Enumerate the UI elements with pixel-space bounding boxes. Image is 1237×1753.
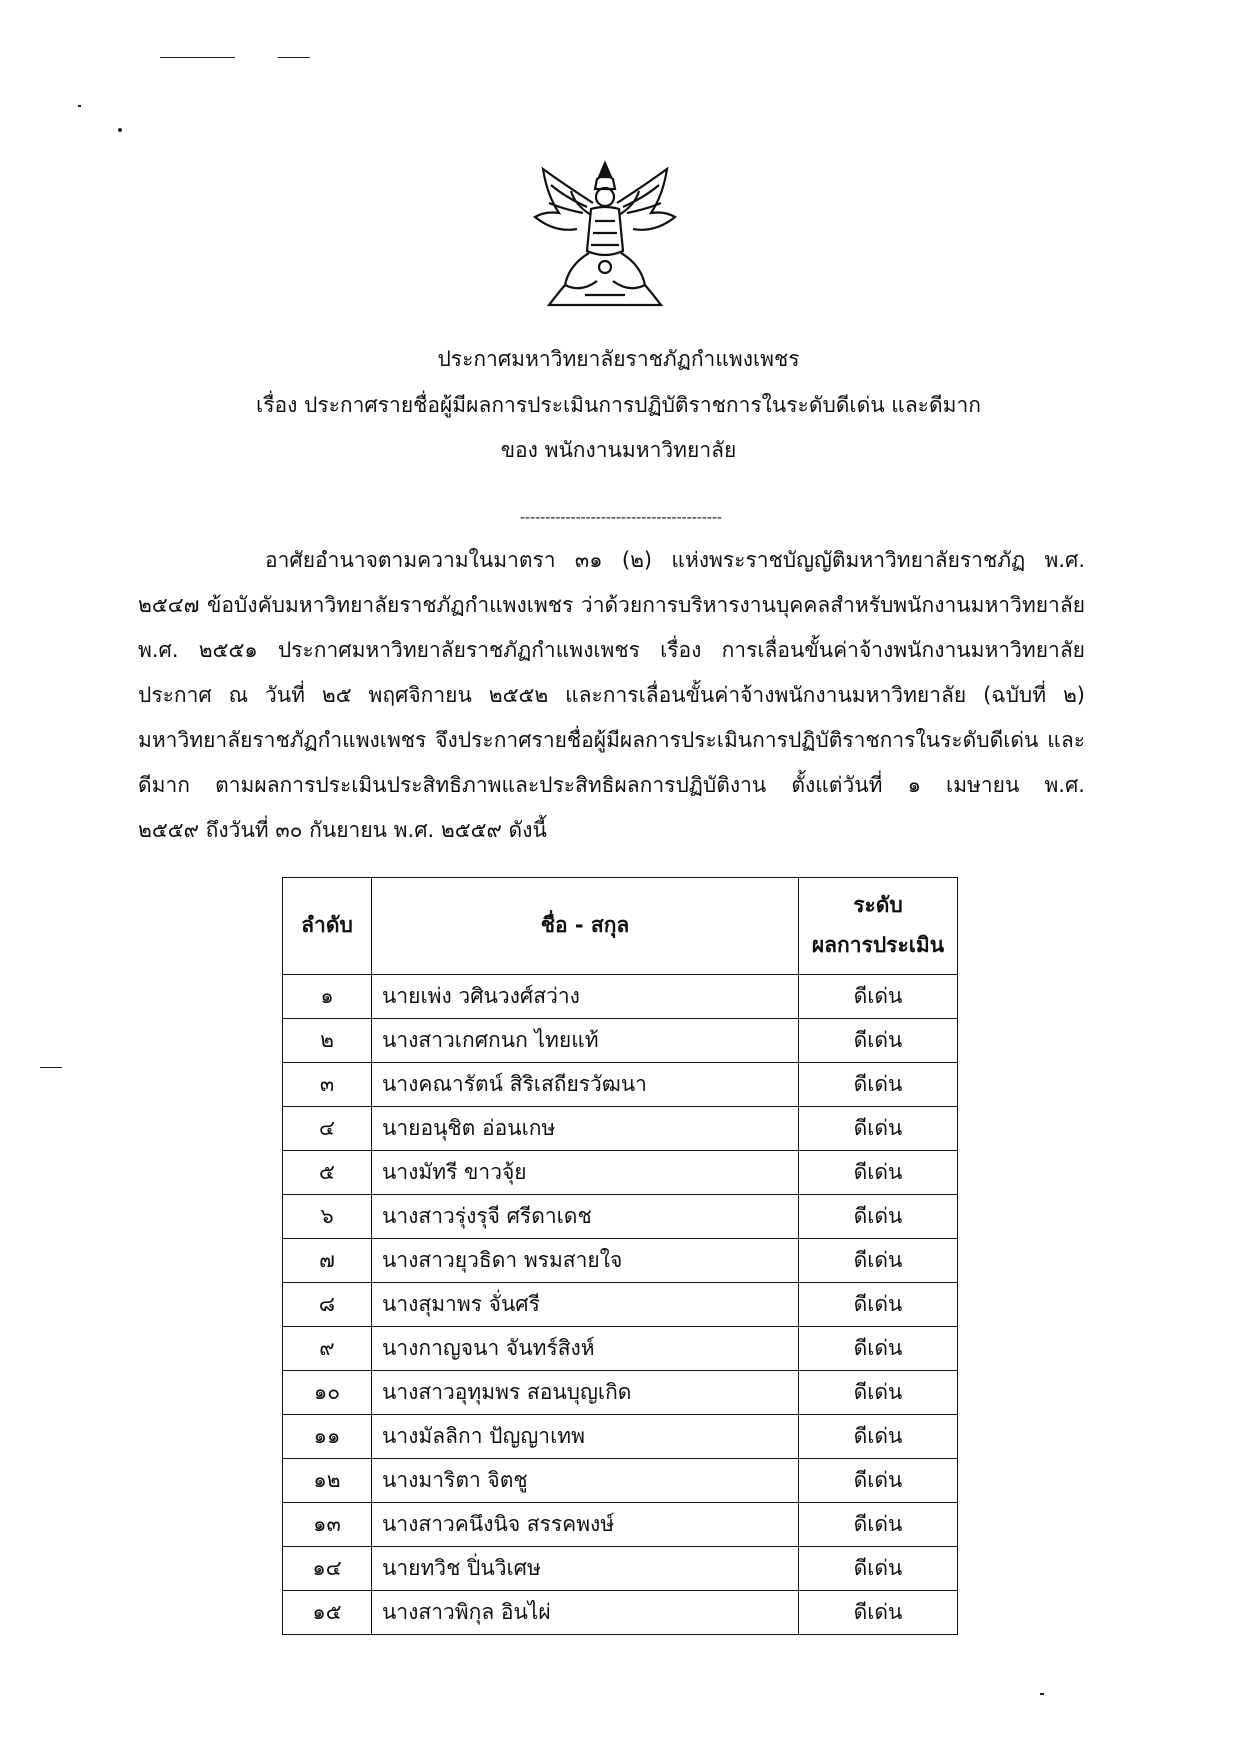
body-line: ดีมาก ตามผลการประเมินประสิทธิภาพและประสิทธิผลการปฏิบัติงาน ตั้งแต่วันที่ ๑ เมษายน พ.ศ.: [138, 773, 1085, 797]
row-number: ๘: [283, 1283, 372, 1327]
row-number: ๑: [283, 975, 372, 1019]
row-number: ๙: [283, 1327, 372, 1371]
row-name: นางคณารัตน์ สิริเสถียรวัฒนา: [372, 1063, 799, 1107]
table-row: [283, 1019, 958, 1063]
table-row: [283, 1415, 958, 1459]
row-level: ดีเด่น: [799, 1019, 958, 1063]
header-level-line2: ผลการประเมิน: [811, 933, 945, 957]
row-level: ดีเด่น: [799, 1371, 958, 1415]
row-name: นางสาวคนึงนิจ สรรคพงษ์: [372, 1503, 799, 1547]
table-row: [283, 1371, 958, 1415]
row-number: ๑๒: [283, 1459, 372, 1503]
row-number: ๑๐: [283, 1371, 372, 1415]
table-row: [283, 1239, 958, 1283]
row-name: นางสาวพิกุล อินไผ่: [372, 1591, 799, 1635]
table-row: [283, 1107, 958, 1151]
scan-mark: [40, 1067, 62, 1068]
table-row: [283, 1063, 958, 1107]
table-row: [283, 1503, 958, 1547]
announcement-title: ประกาศมหาวิทยาลัยราชภัฏกำแพงเพชร: [437, 347, 800, 371]
row-level: ดีเด่น: [799, 1195, 958, 1239]
row-level: ดีเด่น: [799, 1283, 958, 1327]
row-name: นางสาวรุ่งรุจี ศรีดาเดช: [372, 1195, 799, 1239]
table-row: [283, 1151, 958, 1195]
row-level: ดีเด่น: [799, 1459, 958, 1503]
row-name: นางมัลลิกา ปัญญาเทพ: [372, 1415, 799, 1459]
announcement-subject: เรื่อง ประกาศรายชื่อผู้มีผลการประเมินการปฏิบัติราชการในระดับดีเด่น และดีมาก: [256, 393, 981, 417]
row-level: ดีเด่น: [799, 1063, 958, 1107]
scan-mark: [278, 57, 310, 58]
table-row: [283, 1195, 958, 1239]
results-table: [282, 877, 958, 1635]
header-name: ชื่อ - สกุล: [372, 878, 799, 975]
row-level: ดีเด่น: [799, 1239, 958, 1283]
row-number: ๑๑: [283, 1415, 372, 1459]
row-level: ดีเด่น: [799, 1151, 958, 1195]
row-number: ๑๕: [283, 1591, 372, 1635]
row-number: ๑๔: [283, 1547, 372, 1591]
table-row: [283, 1591, 958, 1635]
row-name: นางกาญจนา จันทร์สิงห์: [372, 1327, 799, 1371]
row-name: นางสาวยุวธิดา พรมสายใจ: [372, 1239, 799, 1283]
row-level: ดีเด่น: [799, 1107, 958, 1151]
row-number: ๔: [283, 1107, 372, 1151]
body-line: มหาวิทยาลัยราชภัฏกำแพงเพชร จึงประกาศรายชื่อผู้มีผลการประเมินการปฏิบัติราชการในระดับดีเด่น และ: [138, 728, 1085, 752]
row-number: ๗: [283, 1239, 372, 1283]
row-name: นายเพ่ง วศินวงศ์สว่าง: [372, 975, 799, 1019]
body-line: ๒๕๕๙ ถึงวันที่ ๓๐ กันยายน พ.ศ. ๒๕๕๙ ดังนี้: [138, 818, 547, 842]
garuda-emblem-icon: [525, 155, 685, 315]
table-row: [283, 1547, 958, 1591]
row-name: นายอนุชิต อ่อนเกษ: [372, 1107, 799, 1151]
row-level: ดีเด่น: [799, 1415, 958, 1459]
header-separator: ----------------------------------------: [520, 510, 723, 526]
row-name: นางสาวเกศกนก ไทยแท้: [372, 1019, 799, 1063]
row-number: ๒: [283, 1019, 372, 1063]
table-row: [283, 1327, 958, 1371]
header-level: [799, 878, 958, 975]
header-level-line1: ระดับ: [853, 893, 903, 918]
row-level: ดีเด่น: [799, 1327, 958, 1371]
row-name: นายทวิช ปิ่นวิเศษ: [372, 1547, 799, 1591]
announcement-subject-continued: ของ พนักงานมหาวิทยาลัย: [500, 438, 737, 462]
table-row: [283, 975, 958, 1019]
header-no: ลำดับ: [283, 878, 372, 975]
table-header-row: [283, 878, 958, 975]
body-line: ๒๕๔๗ ข้อบังคับมหาวิทยาลัยราชภัฏกำแพงเพชร ว่าด้วยการบริหารงานบุคคลสำหรับพนักงานมหาวิทยาลัย: [138, 593, 1085, 617]
scan-mark: [1040, 1693, 1044, 1695]
row-number: ๓: [283, 1063, 372, 1107]
row-name: นางสุมาพร จั่นศรี: [372, 1283, 799, 1327]
row-level: ดีเด่น: [799, 1591, 958, 1635]
body-line: อาศัยอำนาจตามความในมาตรา ๓๑ (๒) แห่งพระราชบัญญัติมหาวิทยาลัยราชภัฏ พ.ศ.: [265, 548, 1085, 572]
row-level: ดีเด่น: [799, 1503, 958, 1547]
table-row: [283, 1283, 958, 1327]
row-number: ๖: [283, 1195, 372, 1239]
scan-mark: [118, 128, 122, 132]
body-line: ประกาศ ณ วันที่ ๒๕ พฤศจิกายน ๒๕๕๒ และการเลื่อนขั้นค่าจ้างพนักงานมหาวิทยาลัย (ฉบับที่ ๒): [138, 683, 1085, 707]
row-level: ดีเด่น: [799, 1547, 958, 1591]
row-name: นางมัทรี ขาวจุ้ย: [372, 1151, 799, 1195]
row-number: ๑๓: [283, 1503, 372, 1547]
body-line: พ.ศ. ๒๕๕๑ ประกาศมหาวิทยาลัยราชภัฏกำแพงเพชร เรื่อง การเลื่อนขั้นค่าจ้างพนักงานมหาวิทยาลัย: [138, 638, 1085, 662]
row-number: ๕: [283, 1151, 372, 1195]
scan-mark: [160, 57, 235, 58]
row-level: ดีเด่น: [799, 975, 958, 1019]
row-name: นางมาริตา จิตชู: [372, 1459, 799, 1503]
scan-mark: [78, 105, 81, 107]
table-row: [283, 1459, 958, 1503]
row-name: นางสาวอุทุมพร สอนบุญเกิด: [372, 1371, 799, 1415]
